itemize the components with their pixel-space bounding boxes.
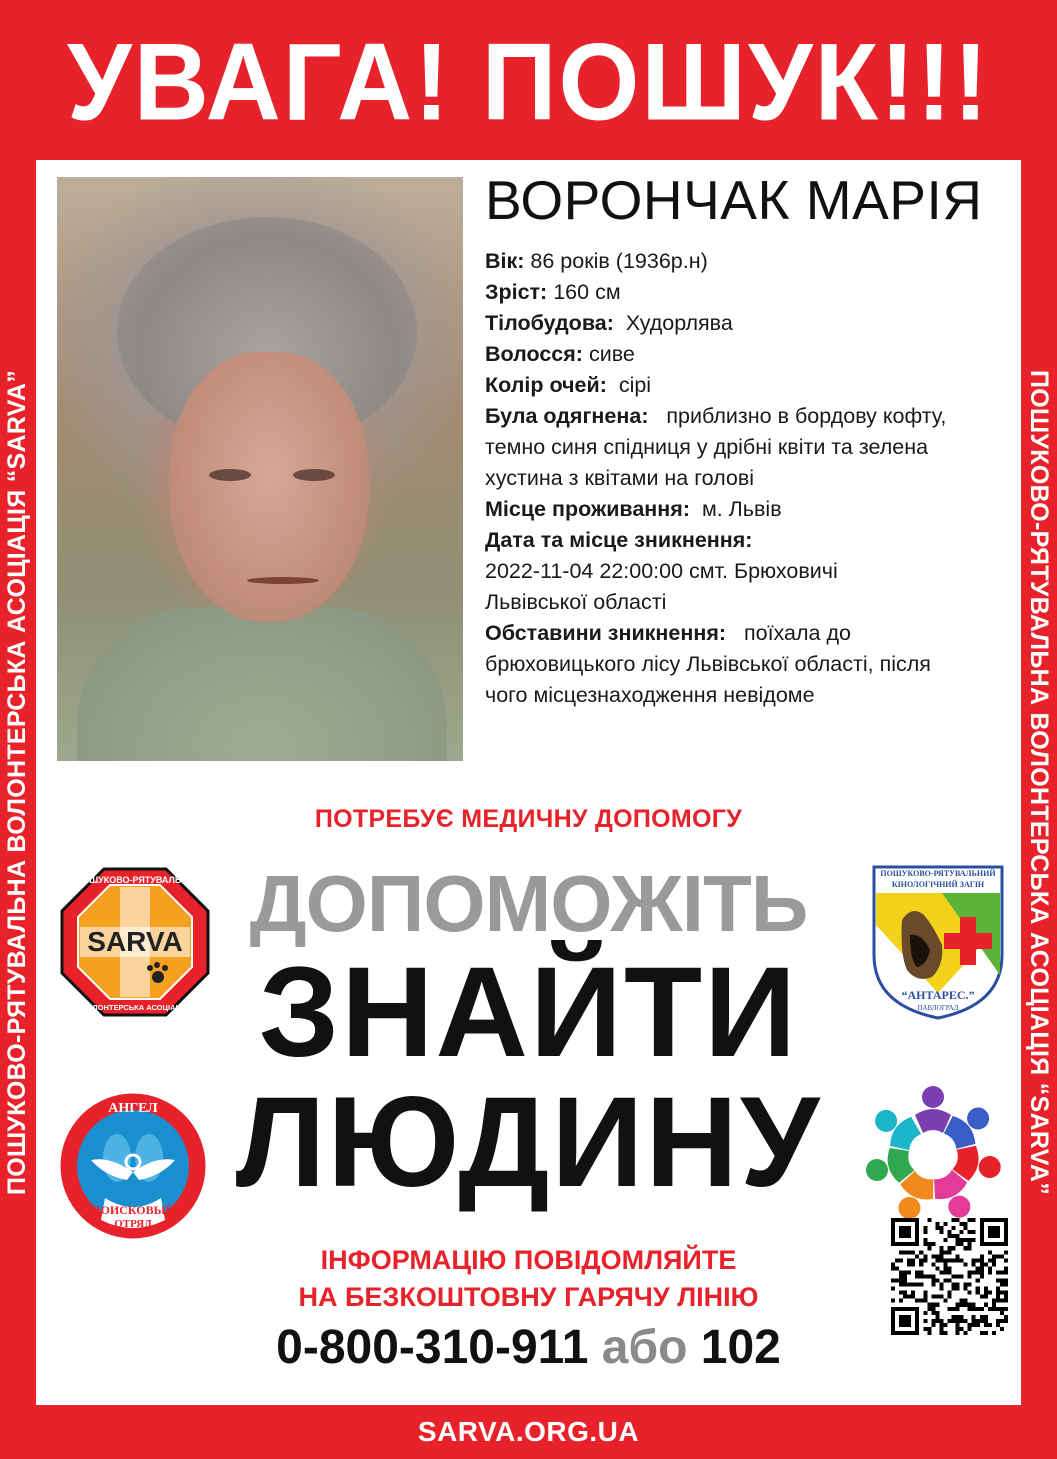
side-text-right	[1021, 160, 1057, 1405]
info-clothes-line3: хустина з квітами на голові	[485, 466, 755, 490]
hotline-alt-number[interactable]: 102	[700, 1321, 781, 1374]
info-eyes: Колір очей: сірі	[485, 373, 652, 397]
info-missing-line1: 2022-11-04 22:00:00 смт. Брюховичі	[485, 559, 838, 583]
info-height: Зріст: 160 см	[485, 280, 621, 304]
side-text-right-label: ПОШУКОВО-РЯТУВАЛЬНА ВОЛОНТЕРСЬКА АСОЦІАЦІЯ “SARVA”	[1025, 369, 1054, 1196]
info-missing: Дата та місце зникнення:	[485, 528, 753, 552]
info-clothes: Була одягнена: приблизно в бордову кофту,	[485, 404, 947, 428]
report-line1: ІНФОРМАЦІЮ ПОВІДОМЛЯЙТЕ	[320, 1245, 737, 1275]
hotline-number[interactable]: 0-800-310-911	[276, 1321, 589, 1374]
photo-sweater	[77, 607, 447, 761]
info-build: Тілобудова: Худорлява	[485, 311, 733, 335]
website-link[interactable]: SARVA.ORG.UA	[417, 1416, 640, 1447]
sarva-logo-top-text: ПОШУКОВО-РЯТУВАЛЬНА	[75, 875, 195, 885]
appeal-person: ЛЮДИНУ	[235, 1071, 822, 1214]
svg-text:“АНТАРЕС.”: “АНТАРЕС.”	[901, 988, 975, 1002]
side-text-left-label: ПОШУКОВО-РЯТУВАЛЬНА ВОЛОНТЕРСЬКА АСОЦІАЦІЯ “SARVA”	[3, 369, 32, 1196]
photo-right-eye	[293, 469, 335, 481]
volunteer-circle-logo	[858, 1080, 1008, 1230]
side-text-left	[0, 160, 36, 1405]
report-instructions	[36, 1242, 1021, 1316]
sarva-logo-bottom-text: ВОЛОНТЕРСЬКА АСОЦІАЦІЯ	[81, 1003, 189, 1012]
svg-text:КІНОЛОГІЧНИЙ ЗАГІН: КІНОЛОГІЧНИЙ ЗАГІН	[891, 880, 985, 889]
info-age: Вік: 86 років (1936р.н)	[485, 249, 708, 273]
appeal-find: ЗНАЙТИ	[258, 941, 799, 1084]
svg-text:ПАВЛОГРАД: ПАВЛОГРАД	[917, 1004, 959, 1012]
sarva-logo	[60, 867, 210, 1017]
report-line2: НА БЕЗКОШТОВНУ ГАРЯЧУ ЛІНІЮ	[298, 1282, 759, 1312]
photo-mouth	[247, 577, 319, 584]
info-circumstances: Обставини зникнення: поїхала до	[485, 621, 851, 645]
angel-logo	[55, 1088, 211, 1244]
info-clothes-line2: темно синя спідниця у дрібні квіти та зелена	[485, 435, 929, 459]
hotline	[36, 1320, 1021, 1375]
paw-icon	[152, 971, 164, 983]
person-name: ВОРОНЧАК МАРІЯ	[485, 169, 983, 231]
headline: УВАГА! ПОШУК!!!	[67, 21, 990, 144]
info-missing-line2: Львівської області	[485, 590, 667, 614]
info-circumstances-line3: чого місцезнаходження невідоме	[485, 683, 815, 707]
person-info	[485, 246, 1005, 711]
medical-note: ПОТРЕБУЄ МЕДИЧНУ ДОПОМОГУ	[314, 805, 743, 833]
svg-text:АНГЕЛ: АНГЕЛ	[108, 1101, 158, 1116]
svg-text:ПОШУКОВО-РЯТУВАЛЬНИЙ: ПОШУКОВО-РЯТУВАЛЬНИЙ	[880, 869, 996, 878]
info-circumstances-line2: брюховицького лісу Львівської області, після	[485, 652, 931, 676]
photo-left-eye	[209, 469, 251, 481]
svg-text:ОТРЯД: ОТРЯД	[114, 1218, 152, 1230]
info-residence: Місце проживання: м. Львів	[485, 497, 782, 521]
person-photo	[57, 177, 463, 761]
info-hair: Волосся: сиве	[485, 342, 635, 366]
hotline-or: або	[601, 1321, 688, 1374]
poster-panel	[36, 160, 1021, 1405]
appeal-help: ДОПОМОЖІТЬ	[249, 859, 808, 948]
qr-code[interactable]	[891, 1218, 1008, 1335]
antares-logo	[872, 865, 1004, 1020]
svg-text:ПОИСКОВЫЙ: ПОИСКОВЫЙ	[91, 1203, 175, 1217]
sarva-logo-title: SARVA	[87, 926, 183, 957]
